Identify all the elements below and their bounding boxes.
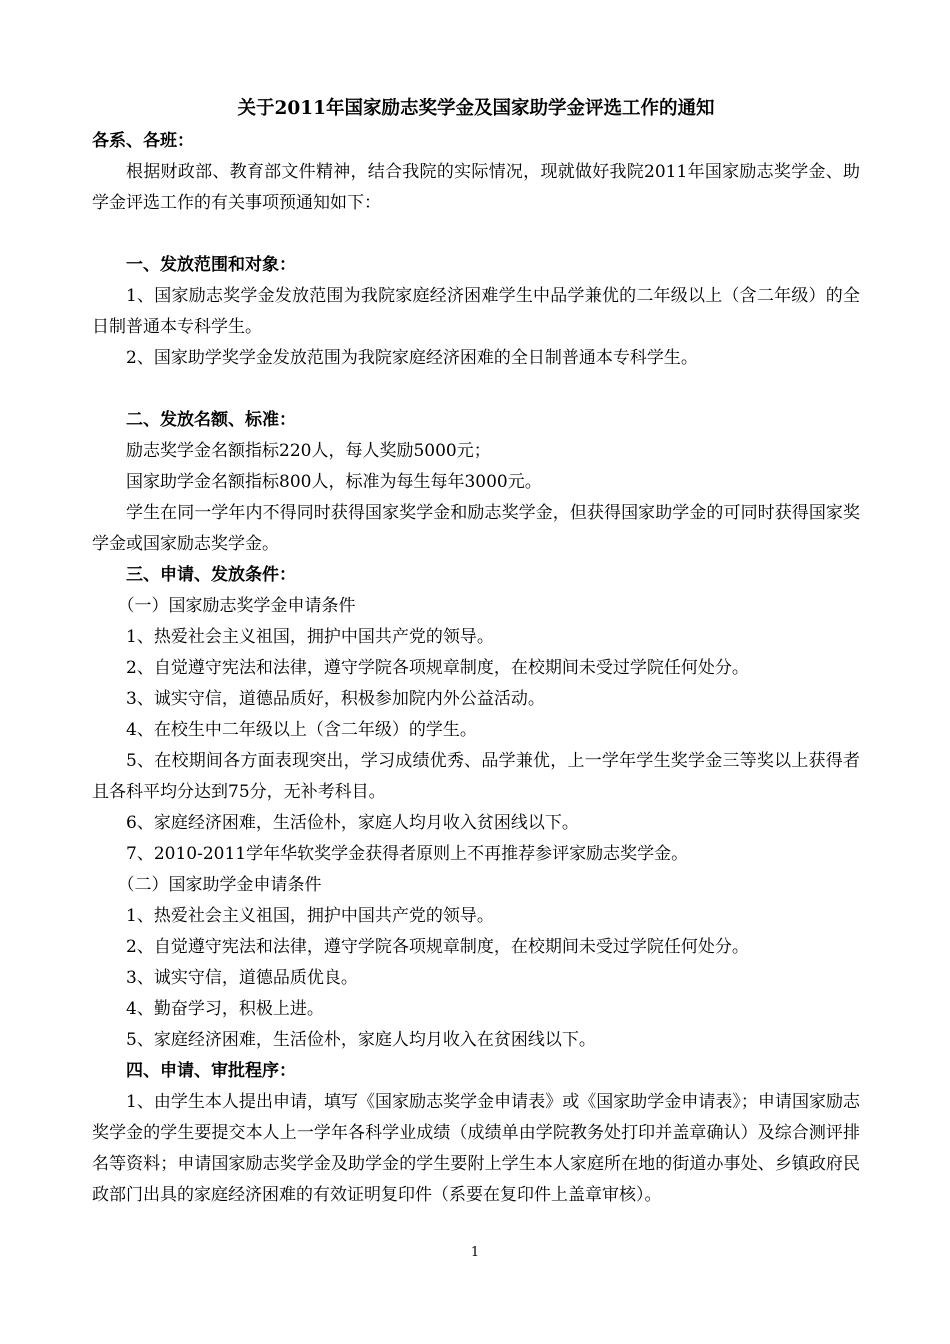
condition-item: 5、家庭经济困难，生活俭朴，家庭人均月收入在贫困线以下。 <box>126 1030 596 1050</box>
section-1-paragraph: 1、国家励志奖学金发放范围为我院家庭经济困难学生中品学兼优的二年级以上（含二年级）的全日制普通本专科学生。 <box>92 286 860 337</box>
condition-item: 2、自觉遵守宪法和法律，遵守学院各项规章制度，在校期间未受过学院任何处分。 <box>126 937 749 957</box>
section-2-paragraph: 励志奖学金名额指标220人，每人奖励5000元； <box>126 441 491 461</box>
condition-item: 4、勤奋学习，积极上进。 <box>126 999 324 1019</box>
spacer <box>92 374 860 405</box>
section-heading-4: 四、申请、审批程序： <box>126 1061 296 1081</box>
intro-paragraph: 根据财政部、教育部文件精神，结合我院的实际情况，现就做好我院2011年国家励志奖学金、助学金评选工作的有关事项预通知如下： <box>92 162 860 213</box>
condition-item: 1、热爱社会主义祖国，拥护中国共产党的领导。 <box>126 627 494 647</box>
condition-item: 6、家庭经济困难，生活俭朴，家庭人均月收入贫困线以下。 <box>126 813 579 833</box>
document-body <box>92 92 860 1211</box>
subsection-label: （二）国家助学金申请条件 <box>117 875 322 895</box>
subsection-label: （一）国家励志奖学金申请条件 <box>117 596 356 616</box>
page-number: 1 <box>470 1245 480 1260</box>
condition-item: 7、2010-2011学年华软奖学金获得者原则上不再推荐参评家励志奖学金。 <box>126 844 689 864</box>
condition-item: 5、在校期间各方面表现突出，学习成绩优秀、品学兼优，上一学年学生奖学金三等奖以上获得者且各科平均分达到75分，无补考科目。 <box>92 751 860 802</box>
spacer <box>92 219 860 250</box>
section-heading-1: 一、发放范围和对象： <box>126 255 296 275</box>
condition-item: 4、在校生中二年级以上（含二年级）的学生。 <box>126 720 477 740</box>
section-heading-2: 二、发放名额、标准： <box>126 410 296 430</box>
section-2-paragraph: 学生在同一学年内不得同时获得国家奖学金和励志奖学金，但获得国家助学金的可同时获得国家奖学金或国家励志奖学金。 <box>92 503 860 554</box>
salutation: 各系、各班： <box>92 131 194 151</box>
section-1-paragraph: 2、国家助学奖学金发放范围为我院家庭经济困难的全日制普通本专科学生。 <box>126 348 698 368</box>
section-4-paragraph: 1、由学生本人提出申请，填写《国家励志奖学金申请表》或《国家助学金申请表》；申请国家励志奖学金的学生要提交本人上一学年各科学业成绩（成绩单由学院教务处打印并盖章确认）及综合测评排名等资料；申请国家励志奖学金及助学金的学生要附上学生本人家庭所在地的街道办事处、乡镇政府民政部门出具的家庭经济困难的有效证明复印件（系要在复印件上盖章审核）。 <box>92 1092 860 1205</box>
condition-item: 3、诚实守信，道德品质好，积极参加院内外公益活动。 <box>126 689 545 709</box>
section-heading-3: 三、申请、发放条件： <box>126 565 296 585</box>
condition-item: 3、诚实守信，道德品质优良。 <box>126 968 358 988</box>
section-2-paragraph: 国家助学金名额指标800人，标准为每生每年3000元。 <box>126 472 542 492</box>
document-title: 关于2011年国家励志奖学金及国家助学金评选工作的通知 <box>237 98 715 119</box>
condition-item: 2、自觉遵守宪法和法律，遵守学院各项规章制度，在校期间未受过学院任何处分。 <box>126 658 749 678</box>
condition-item: 1、热爱社会主义祖国，拥护中国共产党的领导。 <box>126 906 494 926</box>
